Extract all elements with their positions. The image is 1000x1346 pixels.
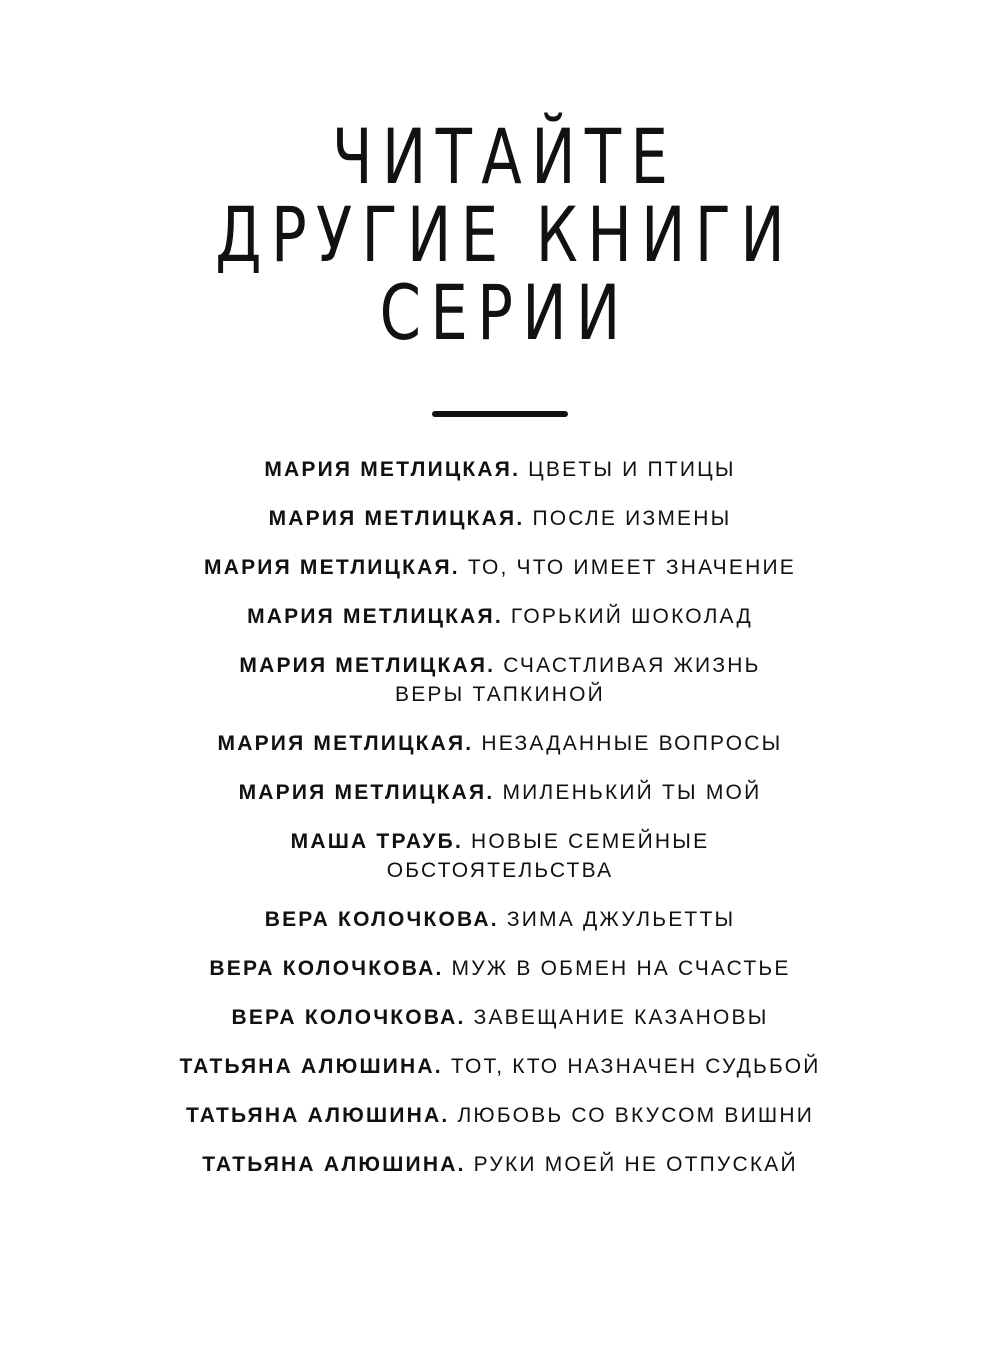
book-author: МАРИЯ МЕТЛИЦКАЯ. (217, 732, 474, 755)
book-item (0, 905, 1000, 934)
book-item (0, 729, 1000, 758)
book-item (0, 954, 1000, 983)
book-author: МАРИЯ МЕТЛИЦКАЯ. (247, 605, 503, 628)
page-title-line-2: ДРУГИЕ КНИГИ (215, 190, 795, 279)
book-item (0, 1003, 1000, 1032)
title-divider (432, 411, 568, 417)
book-title: МИЛЕНЬКИЙ ТЫ МОЙ (502, 781, 762, 804)
book-author: ТАТЬЯНА АЛЮШИНА. (186, 1104, 450, 1127)
book-author: МАРИЯ МЕТЛИЦКАЯ. (204, 556, 460, 579)
book-item (0, 602, 1000, 631)
book-list (0, 455, 1000, 1199)
page-title-line-3: СЕРИИ (379, 268, 630, 357)
book-author: ТАТЬЯНА АЛЮШИНА. (202, 1153, 466, 1176)
book-title: НОВЫЕ СЕМЕЙНЫЕ (471, 830, 710, 853)
book-title-continued: ВЕРЫ ТАПКИНОЙ (395, 683, 605, 706)
book-title-continued: ОБСТОЯТЕЛЬСТВА (386, 859, 614, 882)
book-item (0, 827, 1000, 885)
book-author: МАРИЯ МЕТЛИЦКАЯ. (268, 507, 525, 530)
book-title: ЦВЕТЫ И ПТИЦЫ (528, 458, 736, 481)
book-author: ВЕРА КОЛОЧКОВА. (209, 957, 444, 980)
book-title: ПОСЛЕ ИЗМЕНЫ (532, 507, 732, 530)
page-title-line-1: ЧИТАЙТЕ (332, 112, 678, 201)
book-item (0, 651, 1000, 709)
book-item (0, 778, 1000, 807)
book-title: РУКИ МОЕЙ НЕ ОТПУСКАЙ (473, 1153, 798, 1176)
book-item (0, 1101, 1000, 1130)
book-author: ТАТЬЯНА АЛЮШИНА. (179, 1055, 443, 1078)
book-item (0, 1052, 1000, 1081)
book-title: ТОТ, КТО НАЗНАЧЕН СУДЬБОЙ (450, 1055, 821, 1078)
book-title: СЧАСТЛИВАЯ ЖИЗНЬ (503, 654, 761, 677)
book-author: МАРИЯ МЕТЛИЦКАЯ. (239, 654, 496, 677)
book-item (0, 504, 1000, 533)
book-item (0, 455, 1000, 484)
book-title: ЗИМА ДЖУЛЬЕТТЫ (506, 908, 736, 931)
page-title (0, 112, 1000, 357)
book-title: ТО, ЧТО ИМЕЕТ ЗНАЧЕНИЕ (467, 556, 796, 579)
book-item (0, 1150, 1000, 1179)
book-author: ВЕРА КОЛОЧКОВА. (264, 908, 499, 931)
book-title: МУЖ В ОБМЕН НА СЧАСТЬЕ (451, 957, 791, 980)
book-title: ЛЮБОВЬ СО ВКУСОМ ВИШНИ (457, 1104, 814, 1127)
book-author: ВЕРА КОЛОЧКОВА. (231, 1006, 466, 1029)
book-title: НЕЗАДАННЫЕ ВОПРОСЫ (481, 732, 783, 755)
book-author: МАША ТРАУБ. (290, 830, 463, 853)
book-author: МАРИЯ МЕТЛИЦКАЯ. (238, 781, 495, 804)
book-item (0, 553, 1000, 582)
book-title: ЗАВЕЩАНИЕ КАЗАНОВЫ (473, 1006, 769, 1029)
book-author: МАРИЯ МЕТЛИЦКАЯ. (264, 458, 521, 481)
book-title: ГОРЬКИЙ ШОКОЛАД (510, 605, 753, 628)
